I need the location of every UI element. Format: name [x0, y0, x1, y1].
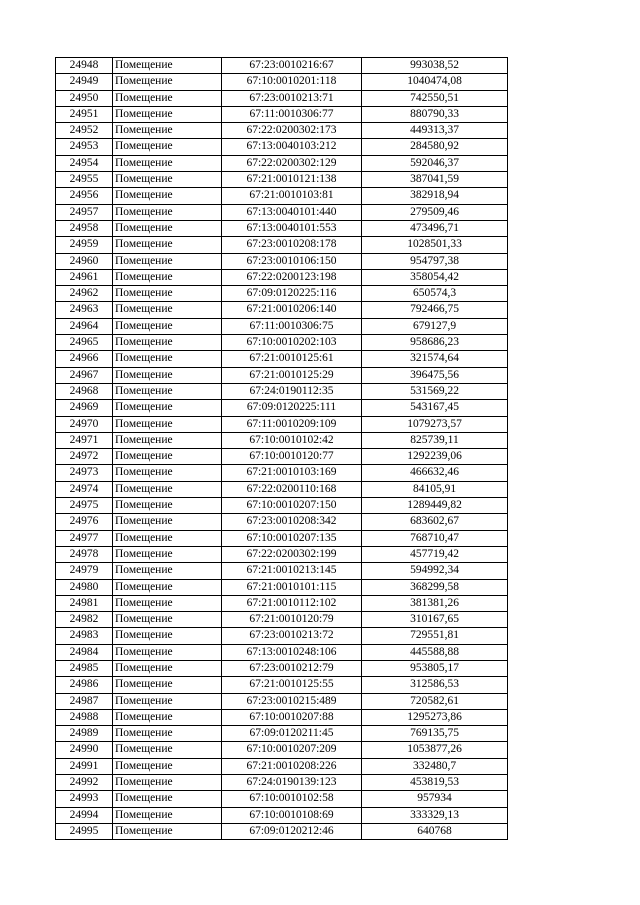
table-row [56, 530, 508, 546]
cadastral-number-cell: 67:21:0010213:145 [222, 563, 362, 579]
object-type-cell: Помещение [113, 220, 222, 236]
object-type-cell: Помещение [113, 660, 222, 676]
table-row [56, 139, 508, 155]
object-type-cell: Помещение [113, 514, 222, 530]
row-number-cell: 24965 [56, 335, 113, 351]
table-row [56, 188, 508, 204]
object-type-cell: Помещение [113, 172, 222, 188]
row-number-cell: 24963 [56, 302, 113, 318]
table-row [56, 514, 508, 530]
row-number-cell: 24984 [56, 644, 113, 660]
row-number-cell: 24983 [56, 628, 113, 644]
row-number-cell: 24949 [56, 74, 113, 90]
table-row [56, 709, 508, 725]
table-row [56, 498, 508, 514]
cadastral-value-cell: 382918,94 [362, 188, 508, 204]
cadastral-number-cell: 67:22:0200123:198 [222, 269, 362, 285]
table-row [56, 693, 508, 709]
cadastral-number-cell: 67:11:0010306:77 [222, 106, 362, 122]
object-type-cell: Помещение [113, 383, 222, 399]
cadastral-number-cell: 67:09:0120211:45 [222, 726, 362, 742]
row-number-cell: 24958 [56, 220, 113, 236]
cadastral-value-cell: 1295273,86 [362, 709, 508, 725]
cadastral-number-cell: 67:11:0010306:75 [222, 318, 362, 334]
cadastral-number-cell: 67:21:0010121:138 [222, 172, 362, 188]
object-type-cell: Помещение [113, 286, 222, 302]
table-row [56, 220, 508, 236]
row-number-cell: 24968 [56, 383, 113, 399]
table-row [56, 660, 508, 676]
table-row [56, 253, 508, 269]
cadastral-number-cell: 67:09:0120212:46 [222, 823, 362, 839]
cadastral-number-cell: 67:21:0010112:102 [222, 595, 362, 611]
table-row [56, 204, 508, 220]
row-number-cell: 24975 [56, 498, 113, 514]
cadastral-number-cell: 67:11:0010209:109 [222, 416, 362, 432]
object-type-cell: Помещение [113, 106, 222, 122]
object-type-cell: Помещение [113, 400, 222, 416]
row-number-cell: 24991 [56, 758, 113, 774]
cadastral-value-cell: 332480,7 [362, 758, 508, 774]
object-type-cell: Помещение [113, 498, 222, 514]
cadastral-number-cell: 67:13:0040101:440 [222, 204, 362, 220]
cadastral-value-cell: 640768 [362, 823, 508, 839]
table-row [56, 106, 508, 122]
object-type-cell: Помещение [113, 546, 222, 562]
cadastral-value-cell: 683602,67 [362, 514, 508, 530]
object-type-cell: Помещение [113, 188, 222, 204]
cadastral-value-cell: 993038,52 [362, 58, 508, 74]
cadastral-number-cell: 67:22:0200302:199 [222, 546, 362, 562]
cadastral-number-cell: 67:13:0040103:212 [222, 139, 362, 155]
cadastral-value-cell: 742550,51 [362, 90, 508, 106]
table-row [56, 612, 508, 628]
document-page [55, 57, 507, 840]
row-number-cell: 24980 [56, 579, 113, 595]
cadastral-value-cell: 473496,71 [362, 220, 508, 236]
table-row [56, 383, 508, 399]
cadastral-value-cell: 284580,92 [362, 139, 508, 155]
table-row [56, 90, 508, 106]
table-row [56, 432, 508, 448]
table-row [56, 367, 508, 383]
object-type-cell: Помещение [113, 612, 222, 628]
table-row [56, 563, 508, 579]
cadastral-value-cell: 768710,47 [362, 530, 508, 546]
row-number-cell: 24994 [56, 807, 113, 823]
cadastral-value-cell: 953805,17 [362, 660, 508, 676]
object-type-cell: Помещение [113, 693, 222, 709]
cadastral-value-cell: 381381,26 [362, 595, 508, 611]
cadastral-value-cell: 594992,34 [362, 563, 508, 579]
cadastral-value-cell: 1079273,57 [362, 416, 508, 432]
cadastral-number-cell: 67:10:0010201:118 [222, 74, 362, 90]
cadastral-number-cell: 67:22:0200302:129 [222, 155, 362, 171]
table-row [56, 823, 508, 839]
table-row [56, 644, 508, 660]
row-number-cell: 24989 [56, 726, 113, 742]
object-type-cell: Помещение [113, 823, 222, 839]
cadastral-value-cell: 1292239,06 [362, 449, 508, 465]
row-number-cell: 24974 [56, 481, 113, 497]
cadastral-value-cell: 368299,58 [362, 579, 508, 595]
row-number-cell: 24954 [56, 155, 113, 171]
table-row [56, 351, 508, 367]
object-type-cell: Помещение [113, 758, 222, 774]
object-type-cell: Помещение [113, 432, 222, 448]
cadastral-number-cell: 67:24:0190139:123 [222, 775, 362, 791]
row-number-cell: 24970 [56, 416, 113, 432]
cadastral-number-cell: 67:13:0010248:106 [222, 644, 362, 660]
cadastral-number-cell: 67:10:0010102:42 [222, 432, 362, 448]
cadastral-number-cell: 67:21:0010206:140 [222, 302, 362, 318]
table-row [56, 465, 508, 481]
row-number-cell: 24951 [56, 106, 113, 122]
row-number-cell: 24950 [56, 90, 113, 106]
cadastral-number-cell: 67:21:0010103:169 [222, 465, 362, 481]
row-number-cell: 24979 [56, 563, 113, 579]
cadastral-number-cell: 67:23:0010213:71 [222, 90, 362, 106]
object-type-cell: Помещение [113, 155, 222, 171]
row-number-cell: 24977 [56, 530, 113, 546]
cadastral-value-cell: 387041,59 [362, 172, 508, 188]
cadastral-value-cell: 1053877,26 [362, 742, 508, 758]
cadastral-number-cell: 67:10:0010207:209 [222, 742, 362, 758]
table-row [56, 318, 508, 334]
cadastral-value-cell: 958686,23 [362, 335, 508, 351]
row-number-cell: 24987 [56, 693, 113, 709]
row-number-cell: 24969 [56, 400, 113, 416]
cadastral-value-cell: 792466,75 [362, 302, 508, 318]
row-number-cell: 24982 [56, 612, 113, 628]
object-type-cell: Помещение [113, 709, 222, 725]
cadastral-number-cell: 67:23:0010213:72 [222, 628, 362, 644]
cadastral-number-cell: 67:23:0010215:489 [222, 693, 362, 709]
cadastral-number-cell: 67:23:0010208:342 [222, 514, 362, 530]
cadastral-number-cell: 67:10:0010207:150 [222, 498, 362, 514]
cadastral-value-cell: 333329,13 [362, 807, 508, 823]
table-row [56, 400, 508, 416]
object-type-cell: Помещение [113, 775, 222, 791]
cadastral-value-cell: 825739,11 [362, 432, 508, 448]
object-type-cell: Помещение [113, 367, 222, 383]
row-number-cell: 24995 [56, 823, 113, 839]
table-row [56, 449, 508, 465]
object-type-cell: Помещение [113, 530, 222, 546]
table-row [56, 269, 508, 285]
object-type-cell: Помещение [113, 416, 222, 432]
cadastral-value-cell: 957934 [362, 791, 508, 807]
table-row [56, 775, 508, 791]
cadastral-number-cell: 67:21:0010125:29 [222, 367, 362, 383]
row-number-cell: 24981 [56, 595, 113, 611]
cadastral-value-cell: 445588,88 [362, 644, 508, 660]
table-row [56, 628, 508, 644]
row-number-cell: 24990 [56, 742, 113, 758]
table-row [56, 579, 508, 595]
cadastral-number-cell: 67:24:0190112:35 [222, 383, 362, 399]
row-number-cell: 24964 [56, 318, 113, 334]
table-row [56, 172, 508, 188]
object-type-cell: Помещение [113, 644, 222, 660]
object-type-cell: Помещение [113, 123, 222, 139]
cadastral-number-cell: 67:21:0010125:55 [222, 677, 362, 693]
cadastral-value-cell: 769135,75 [362, 726, 508, 742]
row-number-cell: 24959 [56, 237, 113, 253]
table-row [56, 791, 508, 807]
row-number-cell: 24955 [56, 172, 113, 188]
table-row [56, 123, 508, 139]
object-type-cell: Помещение [113, 449, 222, 465]
cadastral-value-cell: 531569,22 [362, 383, 508, 399]
cadastral-value-cell: 650574,3 [362, 286, 508, 302]
object-type-cell: Помещение [113, 204, 222, 220]
cadastral-number-cell: 67:21:0010120:79 [222, 612, 362, 628]
object-type-cell: Помещение [113, 791, 222, 807]
cadastral-number-cell: 67:21:0010125:61 [222, 351, 362, 367]
row-number-cell: 24972 [56, 449, 113, 465]
table-row [56, 286, 508, 302]
row-number-cell: 24967 [56, 367, 113, 383]
row-number-cell: 24960 [56, 253, 113, 269]
object-type-cell: Помещение [113, 465, 222, 481]
cadastral-number-cell: 67:10:0010202:103 [222, 335, 362, 351]
object-type-cell: Помещение [113, 269, 222, 285]
cadastral-number-cell: 67:10:0010120:77 [222, 449, 362, 465]
row-number-cell: 24962 [56, 286, 113, 302]
cadastral-value-cell: 466632,46 [362, 465, 508, 481]
row-number-cell: 24992 [56, 775, 113, 791]
object-type-cell: Помещение [113, 677, 222, 693]
row-number-cell: 24953 [56, 139, 113, 155]
table-row [56, 546, 508, 562]
row-number-cell: 24952 [56, 123, 113, 139]
cadastral-value-cell: 396475,56 [362, 367, 508, 383]
cadastral-value-cell: 1289449,82 [362, 498, 508, 514]
cadastral-number-cell: 67:21:0010208:226 [222, 758, 362, 774]
table-row [56, 302, 508, 318]
row-number-cell: 24957 [56, 204, 113, 220]
cadastral-value-cell: 592046,37 [362, 155, 508, 171]
object-type-cell: Помещение [113, 351, 222, 367]
object-type-cell: Помещение [113, 742, 222, 758]
cadastral-number-cell: 67:23:0010106:150 [222, 253, 362, 269]
object-type-cell: Помещение [113, 237, 222, 253]
object-type-cell: Помещение [113, 253, 222, 269]
cadastral-number-cell: 67:09:0120225:111 [222, 400, 362, 416]
row-number-cell: 24948 [56, 58, 113, 74]
object-type-cell: Помещение [113, 595, 222, 611]
table-row [56, 74, 508, 90]
cadastral-number-cell: 67:23:0010212:79 [222, 660, 362, 676]
object-type-cell: Помещение [113, 302, 222, 318]
object-type-cell: Помещение [113, 74, 222, 90]
row-number-cell: 24988 [56, 709, 113, 725]
cadastral-value-cell: 880790,33 [362, 106, 508, 122]
table-row [56, 742, 508, 758]
cadastral-value-cell: 358054,42 [362, 269, 508, 285]
object-type-cell: Помещение [113, 628, 222, 644]
cadastral-value-cell: 310167,65 [362, 612, 508, 628]
cadastral-number-cell: 67:09:0120225:116 [222, 286, 362, 302]
object-type-cell: Помещение [113, 318, 222, 334]
row-number-cell: 24978 [56, 546, 113, 562]
cadastral-value-cell: 84105,91 [362, 481, 508, 497]
cadastral-number-cell: 67:22:0200110:168 [222, 481, 362, 497]
row-number-cell: 24985 [56, 660, 113, 676]
cadastral-value-cell: 453819,53 [362, 775, 508, 791]
row-number-cell: 24971 [56, 432, 113, 448]
object-type-cell: Помещение [113, 563, 222, 579]
cadastral-value-cell: 312586,53 [362, 677, 508, 693]
cadastral-number-cell: 67:10:0010207:135 [222, 530, 362, 546]
cadastral-number-cell: 67:10:0010108:69 [222, 807, 362, 823]
cadastral-number-cell: 67:10:0010102:58 [222, 791, 362, 807]
cadastral-value-cell: 729551,81 [362, 628, 508, 644]
cadastral-number-cell: 67:13:0040101:553 [222, 220, 362, 236]
object-type-cell: Помещение [113, 807, 222, 823]
cadastral-number-cell: 67:10:0010207:88 [222, 709, 362, 725]
table-row [56, 726, 508, 742]
cadastral-value-cell: 1028501,33 [362, 237, 508, 253]
table-row [56, 807, 508, 823]
cadastral-value-cell: 679127,9 [362, 318, 508, 334]
cadastral-value-cell: 449313,37 [362, 123, 508, 139]
cadastral-value-cell: 279509,46 [362, 204, 508, 220]
table-row [56, 758, 508, 774]
cadastral-number-cell: 67:21:0010103:81 [222, 188, 362, 204]
table-row [56, 416, 508, 432]
table-body [56, 58, 508, 840]
cadastral-number-cell: 67:23:0010216:67 [222, 58, 362, 74]
cadastral-value-cell: 720582,61 [362, 693, 508, 709]
object-type-cell: Помещение [113, 335, 222, 351]
cadastral-table [55, 57, 508, 840]
object-type-cell: Помещение [113, 726, 222, 742]
row-number-cell: 24956 [56, 188, 113, 204]
cadastral-value-cell: 321574,64 [362, 351, 508, 367]
cadastral-value-cell: 543167,45 [362, 400, 508, 416]
table-row [56, 481, 508, 497]
object-type-cell: Помещение [113, 90, 222, 106]
cadastral-value-cell: 457719,42 [362, 546, 508, 562]
row-number-cell: 24993 [56, 791, 113, 807]
cadastral-number-cell: 67:22:0200302:173 [222, 123, 362, 139]
table-row [56, 237, 508, 253]
row-number-cell: 24976 [56, 514, 113, 530]
row-number-cell: 24961 [56, 269, 113, 285]
table-row [56, 58, 508, 74]
row-number-cell: 24986 [56, 677, 113, 693]
table-row [56, 335, 508, 351]
row-number-cell: 24966 [56, 351, 113, 367]
object-type-cell: Помещение [113, 139, 222, 155]
object-type-cell: Помещение [113, 58, 222, 74]
table-row [56, 595, 508, 611]
object-type-cell: Помещение [113, 481, 222, 497]
cadastral-number-cell: 67:21:0010101:115 [222, 579, 362, 595]
cadastral-value-cell: 954797,38 [362, 253, 508, 269]
row-number-cell: 24973 [56, 465, 113, 481]
cadastral-number-cell: 67:23:0010208:178 [222, 237, 362, 253]
table-row [56, 155, 508, 171]
cadastral-value-cell: 1040474,08 [362, 74, 508, 90]
table-row [56, 677, 508, 693]
object-type-cell: Помещение [113, 579, 222, 595]
